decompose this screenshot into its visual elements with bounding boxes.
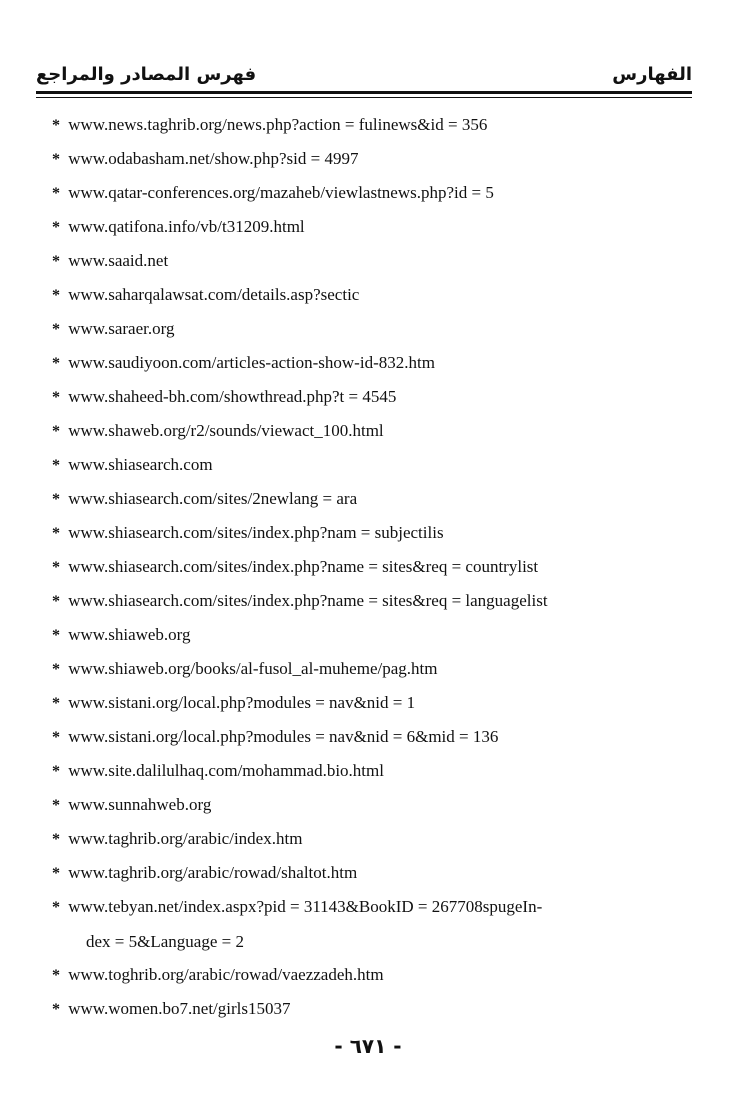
header-rule-thick bbox=[36, 91, 692, 94]
bullet-marker: * bbox=[52, 763, 60, 780]
bullet-marker: * bbox=[52, 457, 60, 474]
reference-item bbox=[52, 414, 692, 448]
reference-url: www.shaheed-bh.com/showthread.php?t = 4545 bbox=[68, 387, 397, 406]
running-header bbox=[36, 56, 692, 90]
reference-item bbox=[52, 312, 692, 346]
reference-url: www.sistani.org/local.php?modules = nav&nid = 6&mid = 136 bbox=[68, 727, 499, 746]
reference-url: www.shiasearch.com/sites/index.php?name = sites&req = languagelist bbox=[68, 591, 548, 610]
reference-item bbox=[52, 346, 692, 380]
reference-item bbox=[52, 754, 692, 788]
reference-url-line2: dex = 5&Language = 2 bbox=[86, 932, 244, 951]
reference-item bbox=[52, 380, 692, 414]
bullet-marker: * bbox=[52, 1001, 60, 1018]
reference-url: www.toghrib.org/arabic/rowad/vaezzadeh.htm bbox=[68, 965, 384, 984]
reference-item bbox=[52, 210, 692, 244]
reference-url: www.shiasearch.com/sites/2newlang = ara bbox=[68, 489, 358, 508]
reference-url: www.site.dalilulhaq.com/mohammad.bio.html bbox=[68, 761, 384, 780]
bullet-marker: * bbox=[52, 151, 60, 168]
reference-url: www.sistani.org/local.php?modules = nav&nid = 1 bbox=[68, 693, 416, 712]
bullet-marker: * bbox=[52, 831, 60, 848]
reference-item bbox=[52, 516, 692, 550]
reference-item bbox=[52, 550, 692, 584]
reference-url: www.shiasearch.com/sites/index.php?nam = subjectilis bbox=[68, 523, 444, 542]
bullet-marker: * bbox=[52, 253, 60, 270]
reference-url: www.saudiyoon.com/articles-action-show-id-832.htm bbox=[68, 353, 435, 372]
reference-item bbox=[52, 720, 692, 754]
bullet-marker: * bbox=[52, 627, 60, 644]
header-section-title: فهرس المصادر والمراجع bbox=[36, 64, 257, 85]
bullet-marker: * bbox=[52, 559, 60, 576]
reference-url: www.taghrib.org/arabic/rowad/shaltot.htm bbox=[68, 863, 358, 882]
bullet-marker: * bbox=[52, 661, 60, 678]
reference-url: www.news.taghrib.org/news.php?action = fulinews&id = 356 bbox=[68, 115, 488, 134]
bullet-marker: * bbox=[52, 491, 60, 508]
reference-item-wrapped bbox=[52, 890, 692, 958]
reference-item bbox=[52, 482, 692, 516]
reference-item bbox=[52, 142, 692, 176]
bullet-marker: * bbox=[52, 865, 60, 882]
reference-item bbox=[52, 686, 692, 720]
reference-item bbox=[52, 108, 692, 142]
reference-url: www.shaweb.org/r2/sounds/viewact_100.html bbox=[68, 421, 384, 440]
reference-url: www.shiasearch.com bbox=[68, 455, 213, 474]
page-number: - ٦٧١ - bbox=[334, 1034, 402, 1058]
header-chapter-title: الفهارس bbox=[612, 64, 692, 85]
bullet-marker: * bbox=[52, 423, 60, 440]
reference-url: www.taghrib.org/arabic/index.htm bbox=[68, 829, 303, 848]
reference-url: www.saharqalawsat.com/details.asp?sectic bbox=[68, 285, 360, 304]
bullet-marker: * bbox=[52, 525, 60, 542]
reference-item bbox=[52, 652, 692, 686]
header-rule-thin bbox=[36, 97, 692, 98]
reference-item bbox=[52, 822, 692, 856]
reference-url: www.women.bo7.net/girls15037 bbox=[68, 999, 291, 1018]
reference-item bbox=[52, 278, 692, 312]
bullet-marker: * bbox=[52, 355, 60, 372]
reference-item bbox=[52, 992, 692, 1026]
reference-item bbox=[52, 958, 692, 992]
bullet-marker: * bbox=[52, 797, 60, 814]
reference-url: www.saaid.net bbox=[68, 251, 169, 270]
bullet-marker: * bbox=[52, 185, 60, 202]
reference-url: www.shiaweb.org bbox=[68, 625, 191, 644]
reference-item bbox=[52, 244, 692, 278]
reference-url: www.odabasham.net/show.php?sid = 4997 bbox=[68, 149, 359, 168]
reference-url-line1: www.tebyan.net/index.aspx?pid = 31143&BookID = 267708spugeIn- bbox=[68, 897, 543, 916]
bullet-marker: * bbox=[52, 967, 60, 984]
bullet-marker: * bbox=[52, 389, 60, 406]
bullet-marker: * bbox=[52, 593, 60, 610]
bullet-marker: * bbox=[52, 117, 60, 134]
bullet-marker: * bbox=[52, 695, 60, 712]
reference-url: www.shiaweb.org/books/al-fusol_al-muheme/pag.htm bbox=[68, 659, 438, 678]
bullet-marker: * bbox=[52, 729, 60, 746]
reference-list bbox=[52, 108, 692, 1026]
bullet-marker: * bbox=[52, 899, 60, 916]
reference-item bbox=[52, 788, 692, 822]
reference-url: www.qatifona.info/vb/t31209.html bbox=[68, 217, 305, 236]
reference-url: www.shiasearch.com/sites/index.php?name = sites&req = countrylist bbox=[68, 557, 539, 576]
reference-item bbox=[52, 618, 692, 652]
reference-item bbox=[52, 448, 692, 482]
reference-url: www.qatar-conferences.org/mazaheb/viewlastnews.php?id = 5 bbox=[68, 183, 494, 202]
reference-item bbox=[52, 856, 692, 890]
reference-url: www.sunnahweb.org bbox=[68, 795, 212, 814]
bullet-marker: * bbox=[52, 321, 60, 338]
bullet-marker: * bbox=[52, 287, 60, 304]
bullet-marker: * bbox=[52, 219, 60, 236]
reference-url: www.saraer.org bbox=[68, 319, 175, 338]
reference-item bbox=[52, 584, 692, 618]
reference-item bbox=[52, 176, 692, 210]
